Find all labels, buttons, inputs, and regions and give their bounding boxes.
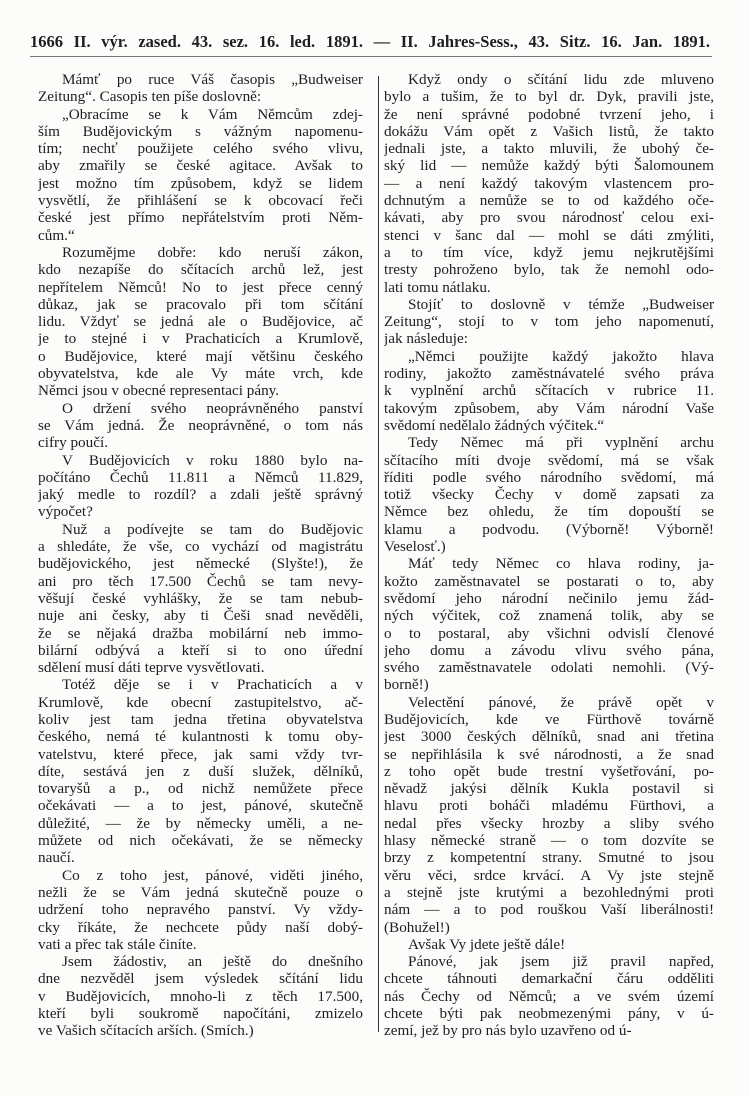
text-line: V Budějovicích v roku 1880 bylo na- bbox=[62, 451, 363, 469]
text-line: aby zmařily se české agitace. Avšak to bbox=[38, 157, 363, 175]
text-line: Němce bez ohledu, že tím dopouští se bbox=[384, 503, 714, 521]
text-line: budějovického, jest německé (Slyšte!), že bbox=[38, 555, 363, 573]
text-line: rodiny, jakožto zaměstnávatelé svého práva bbox=[384, 365, 714, 383]
text-line: svědomí jeho národní nečinilo jemu žád- bbox=[384, 589, 714, 607]
text-line: jednali jste, a takto mluvili, že ubohý če- bbox=[384, 140, 714, 158]
text-line: o to postaral, aby všichni odvislí členové bbox=[384, 624, 714, 642]
text-line: cky říkáte, že nechcete půdy naší dobý- bbox=[38, 918, 363, 936]
text-line: Velectění pánové, že právě opět v bbox=[408, 693, 714, 711]
text-line: chcete býti pak neobmezenými pány, v ú- bbox=[384, 1005, 714, 1023]
text-line: je to stejné i v Prachaticích a Krumlově, bbox=[38, 330, 363, 348]
text-line: tím; nechť použijete celého svého vlivu, bbox=[38, 140, 363, 158]
text-line: hlasy německé straně — o tom dozvíte se bbox=[384, 832, 714, 850]
text-line: dne nezvěděl jsem výsledek sčítání lidu bbox=[38, 970, 363, 988]
text-line: „Obracíme se k Vám Němcům zdej- bbox=[62, 105, 363, 123]
text-line: českého, nemá té kulantnosti k tomu oby- bbox=[38, 728, 363, 746]
text-line: bylo a tušim, že to byl dr. Dyk, pravili jste, bbox=[384, 88, 714, 106]
text-line: věšují české vyhlášky, že se tam nebub- bbox=[38, 589, 363, 607]
paragraph bbox=[38, 676, 363, 866]
text-line: takovým způsobem, aby Vám národní Vaše bbox=[384, 399, 714, 417]
text-line: koliv jest tam jedna třetina obyvatelstva bbox=[38, 710, 363, 728]
text-line: svědomí nedělalo žádných výčitek.“ bbox=[384, 416, 605, 434]
text-line: ším Budějovickým s vážným napomenu- bbox=[38, 122, 363, 140]
text-line: Zeitung“. Casopis ten píše doslovně: bbox=[38, 88, 262, 106]
text-line: Stojíť to doslovně v témže „Budweiser bbox=[408, 295, 714, 313]
text-line: „Němci použijte každý jakožto hlava bbox=[408, 347, 714, 365]
text-line: dchnutým a nemůže se to od každého oče- bbox=[384, 192, 714, 210]
text-line: jest 3000 českých dělníků, snad ani třetina bbox=[384, 728, 714, 746]
text-line: stenci v šanc dal — mohl se dáti zmýliti, bbox=[384, 226, 714, 244]
paragraph bbox=[384, 434, 714, 555]
paragraph bbox=[38, 71, 363, 106]
text-line: jest možno tím způsobem, když se lidem bbox=[38, 174, 363, 192]
text-line: svého zaměstnavatele odolati nemohli. (Vý- bbox=[384, 659, 714, 677]
text-line: borně!) bbox=[384, 676, 429, 694]
text-line: Mámť po ruce Váš časopis „Budweiser bbox=[62, 71, 363, 88]
text-line: Tedy Němec má při vyplnění archu bbox=[408, 434, 714, 452]
text-line: ných výčitek, což znamená tolik, aby se bbox=[384, 607, 714, 625]
text-line: Totéž děje se i v Prachaticích a v bbox=[62, 676, 363, 694]
text-line: zemí, jež by pro nás bylo uzavřeno od ú- bbox=[384, 1022, 632, 1040]
text-line: z toho opět bude trestní vyšetřování, po- bbox=[384, 762, 714, 780]
paragraph bbox=[38, 867, 363, 953]
text-line: hlavu proti boháči mladému Fürthovi, a bbox=[384, 797, 714, 815]
paragraph bbox=[384, 936, 714, 953]
text-line: cifry poučí. bbox=[38, 434, 109, 452]
text-line: Budějovicích, kde ve Fürthově továrně bbox=[384, 710, 714, 728]
text-line: Zeitung“, stojí to v tom jeho napomenutí, bbox=[384, 313, 714, 331]
text-line: udržení toho nepravého panství. Vy vždy- bbox=[38, 901, 363, 919]
text-line: Veselosť.) bbox=[384, 538, 446, 556]
text-line: nuje ani česky, aby ti Češi snad nevěděli, bbox=[38, 607, 363, 625]
text-line: chcete táhnouti demarkační čáru odděliti bbox=[384, 970, 714, 988]
text-line: Když ondy o sčítání lidu zde mluveno bbox=[408, 71, 714, 88]
paragraph bbox=[384, 348, 714, 434]
text-line: a shledáte, že vše, co vychází od magistrátu bbox=[38, 538, 363, 556]
text-line: a stejně jste krutými a bezohlednými proti bbox=[384, 883, 714, 901]
text-line: — a není každý takovým vlastencem pro- bbox=[384, 174, 714, 192]
paragraph bbox=[384, 296, 714, 348]
text-line: o Budějovice, které mají většinu českého bbox=[38, 347, 363, 365]
text-line: kožto zaměstnavatel se postarati o to, aby bbox=[384, 572, 714, 590]
text-line: Krumlově, kde obecní zastupitelstvo, ač- bbox=[38, 693, 363, 711]
text-line: Avšak Vy jdete ještě dále! bbox=[408, 935, 566, 953]
text-line: ve Vašich sčítacích arších. (Smích.) bbox=[38, 1022, 254, 1040]
text-line: říditi podle svého národního svědomí, má bbox=[384, 468, 714, 486]
text-line: klamu a podvodu. (Výborně! Výborně! bbox=[384, 520, 714, 538]
text-line: že se nějaká dražba mobilární neb immo- bbox=[38, 624, 363, 642]
page-header: 1666 II. výr. zased. 43. sez. 16. led. 1891. — II. Jahres-Sess., 43. Sitz. 16. Jan. 1891. bbox=[30, 32, 710, 51]
text-line: O držení svého neoprávněného panství bbox=[62, 399, 363, 417]
text-line: důkaz, jak se pracovalo při tom sčítání bbox=[38, 295, 363, 313]
paragraph bbox=[384, 694, 714, 936]
text-line: se Vám jedná. Že neoprávněné, o tom nás bbox=[38, 416, 363, 434]
text-line: tresty pohroženo bylo, tak že nemohl odo- bbox=[384, 261, 714, 279]
text-line: výpočet? bbox=[38, 503, 93, 521]
text-line: tovaryšů a p., od nichž nemůžete přece bbox=[38, 780, 363, 798]
text-line: nežli že se Vám jedná skutečně pouze o bbox=[38, 883, 363, 901]
right-column bbox=[384, 71, 714, 1040]
text-line: kávati, aby pro svou národnosť celou exi- bbox=[384, 209, 714, 227]
text-line: se nepřihlásila k své národnosti, a že snad bbox=[384, 745, 714, 763]
text-line: díte, sestává jen z duší služek, dělníků, bbox=[38, 762, 363, 780]
text-line: Co z toho jest, pánové, viděti jiného, bbox=[62, 866, 363, 884]
text-line: brzy z kompetentní strany. Smutné to jsou bbox=[384, 849, 714, 867]
text-line: Rozumějme dobře: kdo neruší zákon, bbox=[62, 243, 363, 261]
text-line: Němci jsou v obecné representaci pány. bbox=[38, 382, 280, 400]
text-line: a to tím více, když jemu nejkrutějšími bbox=[384, 243, 714, 261]
text-line: bilární odbývá a kteří si to ono úřední bbox=[38, 641, 363, 659]
text-line: lidu. Vždyť se jedná ale o Budějovice, ač bbox=[38, 313, 363, 331]
text-line: české jest přímo nepřátelstvím proti Něm- bbox=[38, 209, 363, 227]
text-line: vysvětlí, že přihlášení se k obcovací řeči bbox=[38, 192, 363, 210]
text-line: v Budějovicích, mnoho-li z těch 17.500, bbox=[38, 987, 363, 1005]
text-line: že není správné podobné tvrzení jeho, i bbox=[384, 105, 714, 123]
paragraph bbox=[384, 71, 714, 296]
column-divider bbox=[378, 76, 379, 1032]
text-line: lati tomu nátlaku. bbox=[384, 278, 491, 296]
text-line: k vyplnění archů sčítacích v rubrice 11. bbox=[384, 382, 714, 400]
text-line: Máť tedy Němec co hlava rodiny, ja- bbox=[408, 555, 714, 573]
text-line: ský lid — nemůže každý býti Šalomounem bbox=[384, 157, 714, 175]
text-line: ani pro těch 17.500 Čechů se tam nevy- bbox=[38, 572, 363, 590]
text-line: důležité, — že by německy uměli, a ne- bbox=[38, 814, 363, 832]
text-line: nám — a to pod rouškou Vaší liberálnosti! bbox=[384, 901, 714, 919]
text-line: kteří byli soukromě napočítáni, zmizelo bbox=[38, 1005, 363, 1023]
text-line: nedal přes všecky hrozby a sliby svého bbox=[384, 814, 714, 832]
paragraph bbox=[38, 244, 363, 400]
text-line: naučí. bbox=[38, 849, 75, 867]
text-line: nás Čechy od Němců; a ve svém území bbox=[384, 987, 714, 1005]
text-line: věru věci, srdce krvácí. A Vy jste stejně bbox=[384, 866, 714, 884]
paragraph bbox=[38, 452, 363, 521]
text-line: Pánové, jak jsem již pravil napřed, bbox=[408, 953, 714, 971]
text-line: kdo nezapíše do sčítacích archů lež, jest bbox=[38, 261, 363, 279]
text-line: můžete od nich očekávati, že se německy bbox=[38, 832, 363, 850]
text-line: Nuž a podívejte se tam do Budějovic bbox=[62, 520, 363, 538]
text-line: sčítacího míti dvoje svědomí, má se však bbox=[384, 451, 714, 469]
text-line: nepřítelem Němců! No to jest přece cenný bbox=[38, 278, 363, 296]
text-line: cům.“ bbox=[38, 226, 75, 244]
paragraph bbox=[38, 400, 363, 452]
header-divider bbox=[30, 56, 712, 57]
text-line: totiž všecky Čechy v domě zapsati za bbox=[384, 486, 714, 504]
text-line: očekávati — a to jest, pánové, skutečně bbox=[38, 797, 363, 815]
text-line: (Bohužel!) bbox=[384, 918, 450, 936]
text-line: obyvatelstva, kde ale Vy máte vrch, kde bbox=[38, 365, 363, 383]
text-line: jaký medle to rozdíl? a zdali ještě správný bbox=[38, 486, 363, 504]
text-line: Jsem žádostiv, an ještě do dnešního bbox=[62, 953, 363, 971]
left-column bbox=[38, 71, 363, 1040]
paragraph bbox=[38, 953, 363, 1039]
text-line: vatelstvu, které přece, jak sami vždy tvr- bbox=[38, 745, 363, 763]
text-line: jak následuje: bbox=[384, 330, 468, 348]
text-line: vati a přec tak stále činíte. bbox=[38, 935, 197, 953]
paragraph bbox=[38, 521, 363, 677]
paragraph bbox=[38, 106, 363, 244]
text-line: sdělení musí dáti teprve vysvětlovati. bbox=[38, 659, 265, 677]
text-line: něvadž jakýsi dělník Kukla postavil si bbox=[384, 780, 714, 798]
paragraph bbox=[384, 555, 714, 693]
text-line: jeho domu a závodu vlivu svého pána, bbox=[384, 641, 714, 659]
text-line: dokážu Vám opět z Vašich listů, že takto bbox=[384, 122, 714, 140]
text-line: počítáno Čechů 11.811 a Němců 11.829, bbox=[38, 468, 363, 486]
paragraph bbox=[384, 953, 714, 1039]
